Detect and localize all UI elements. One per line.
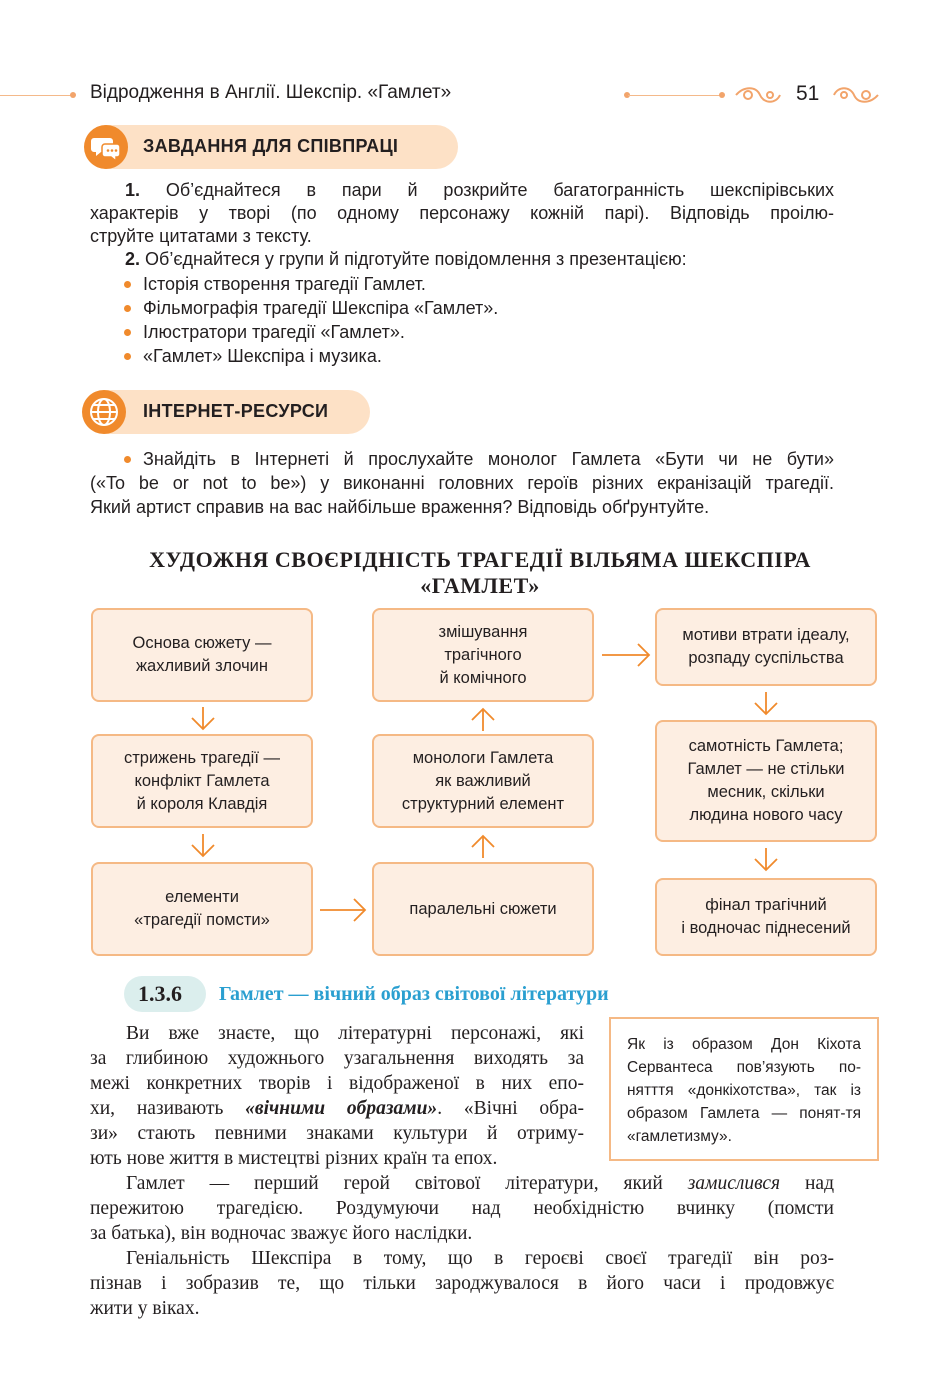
list-item: Історія створення трагедії Гамлет. [143,274,426,294]
task-1-line-2: характерів у творі (по одному персонажу кожній парі). Відповідь проілю- [90,203,834,223]
arrow-right-icon [318,897,368,923]
bullet-dot [124,353,131,360]
running-title: Відродження в Англії. Шекспір. «Гамлет» [90,82,452,103]
body-line: Ви вже знаєте, що літературні персонажі, які [126,1023,584,1044]
box-tragic-comic: змішування трагічного й комічного [372,608,594,702]
body-line: пережитою трагедією. Роздумуючи над необхідністю вчинку (помсти [90,1198,834,1219]
section-number: 1.3.6 [138,981,182,1006]
body-line: жити у віках. [90,1298,200,1319]
body-line: за батька), він водночас зважує його наслідки. [90,1223,473,1244]
section-title-cooperation: ЗАВДАННЯ ДЛЯ СПІВПРАЦІ [143,136,399,156]
page-number: 51 [796,82,820,105]
body-line: ють нове життя в мистецтві різних країн та епох. [90,1148,498,1169]
bullet-dot [124,305,131,312]
ornament-swirl-icon [734,84,782,106]
list-item: Фільмографія трагедії Шекспіра «Гамлет». [143,298,499,318]
section-title: Гамлет — вічний образ світової літератури [219,983,609,1005]
box-monologues: монологи Гамлета як важливий структурний елемент [372,734,594,828]
internet-line-3: Який артист справив на вас найбільше враження? Відповідь обґрунтуйте. [90,497,710,517]
arrow-down-icon [753,690,779,718]
arrow-up-icon [470,705,496,733]
header-dot [70,92,76,98]
list-item: Ілюстратори трагедії «Гамлет». [143,322,405,342]
task-1-line-1: 1. Об’єднайтеся в пари й розкрийте багатогранність шекспірівських [125,180,834,200]
internet-line-2: («To be or not to be») у виконанні головних героїв різних екранізацій трагедії. [90,473,834,493]
side-note-box: Як із образом Дон Кіхота Сервантеса пов’язують по-нятття «донкіхотства», так із образом Гамлета — понят-тя «гамлетизму». [609,1017,879,1161]
box-plot-basis: Основа сюжету — жахливий злочин [91,608,313,702]
term-eternal-images: «вічними образами» [245,1098,438,1119]
task-2-number: 2. [125,249,141,269]
header-dot [719,92,725,98]
arrow-right-icon [600,642,652,668]
task-1-number: 1. [125,180,141,200]
body-line: межі конкретних творів і відображеної в них епо- [90,1073,584,1094]
arrow-down-icon [753,846,779,874]
body-line: зи» стають певними знаками культури й отриму- [90,1123,584,1144]
box-finale: фінал трагічний і водночас піднесений [655,878,877,956]
bullet-dot [124,329,131,336]
arrow-up-icon [470,832,496,860]
chat-bubbles-icon [84,125,128,169]
section-title-internet: ІНТЕРНЕТ-РЕСУРСИ [143,401,329,421]
body-line: хи, називають «вічними образами». «Вічні обра- [90,1098,584,1119]
ornament-swirl-icon [832,84,880,106]
arrow-down-icon [190,832,216,860]
header-rule-right [628,95,724,96]
header-rule-left [0,95,72,96]
bullet-dot [124,456,131,463]
box-loss-motifs: мотиви втрати ідеалу, розпаду суспільства [655,608,877,686]
diagram-title: ХУДОЖНЯ СВОЄРІДНІСТЬ ТРАГЕДІЇ ВІЛЬЯМА ШЕКСПІРА «ГАМЛЕТ» [149,547,811,598]
body-line: Гамлет — перший герой світової літератури, який замислився над [126,1173,835,1194]
arrow-down-icon [190,705,216,733]
list-item: «Гамлет» Шекспіра і музика. [143,346,382,366]
box-loneliness: самотність Гамлета; Гамлет — не стільки месник, скільки людина нового часу [655,720,877,842]
internet-line-1: Знайдіть в Інтернеті й прослухайте монолог Гамлета «Бути чи не бути» [143,449,834,469]
task-1-line-3: струйте цитатами з тексту. [90,226,312,246]
box-core-conflict: стрижень трагедії — конфлікт Гамлета й короля Клавдія [91,734,313,828]
box-parallel-plots: паралельні сюжети [372,862,594,956]
globe-icon [82,390,126,434]
body-line: пізнав і зобразив те, що тільки зароджувалося в його часи і продовжує [90,1273,834,1294]
bullet-dot [124,281,131,288]
task-2-line: 2. Об’єднайтеся у групи й підготуйте повідомлення з презентацією: [125,249,687,269]
body-line: Геніальність Шекспіра в тому, що в героєві своєї трагедії він роз- [126,1248,834,1269]
box-revenge-elements: елементи «трагедії помсти» [91,862,313,956]
body-line: за глибиною художнього узагальнення виходять за [90,1048,584,1069]
